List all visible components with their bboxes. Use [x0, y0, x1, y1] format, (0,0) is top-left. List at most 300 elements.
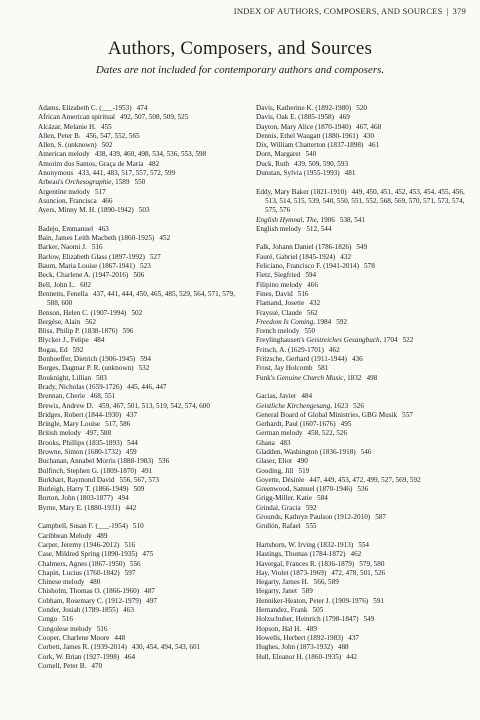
index-entry [38, 569, 238, 578]
entry-pages: 517, 586 [105, 420, 131, 429]
entry-pages: 498 [366, 373, 378, 382]
entry-pages: 554 [358, 540, 369, 549]
index-entry [38, 243, 238, 252]
entry-name: Gacias, Javier [256, 392, 297, 401]
index-entry [256, 457, 466, 466]
index-entry [256, 374, 466, 383]
entry-pages: 459, 467, 501, 513, 519, 542, 574, 600 [98, 401, 210, 410]
entry-pages: 463 [123, 606, 134, 615]
index-entry [256, 123, 466, 132]
entry-pages: 538, 541 [339, 215, 366, 224]
entry-pages: 591 [373, 596, 385, 605]
entry-pages: 516 [91, 243, 103, 252]
index-entry [256, 411, 466, 420]
entry-pages: 433, 441, 483, 517, 557, 572, 599 [78, 169, 176, 178]
entry-name: Bergèse, Alain [38, 317, 81, 326]
index-entry [38, 253, 238, 262]
entry-pages: 484 [93, 336, 105, 345]
index-entry [38, 662, 238, 671]
index-entry [38, 448, 238, 457]
entry-pages: 469 [339, 113, 350, 122]
index-entry [256, 346, 466, 355]
entry-name: American melody [38, 150, 90, 159]
index-entry [38, 141, 238, 150]
index-entry [256, 327, 466, 336]
entry-name: Fines, David [256, 289, 293, 298]
entry-name: Davis, Oak E. (1885-1958) [256, 113, 335, 122]
index-letter-group [256, 541, 466, 662]
entry-name: Ghana [256, 438, 275, 447]
index-entry [256, 141, 466, 150]
entry-name: Argentine melody [38, 187, 90, 196]
entry-pages: 474 [136, 104, 148, 112]
index-entry [256, 476, 466, 485]
entry-pages: 520 [356, 104, 367, 112]
entry-name: Bulfinch, Stephen G. (1809-1870) [38, 466, 137, 475]
entry-pages: 592 [72, 345, 84, 354]
entry-pages: 556 [129, 559, 141, 568]
index-letter-group [256, 188, 466, 234]
entry-name: General Board of Global Ministries, GBG Musik [256, 410, 398, 419]
index-entry [38, 383, 238, 392]
entry-name: Corbett, James R. (1939-2014) [38, 643, 127, 652]
entry-pages: 432 [309, 299, 321, 308]
entry-pages: 461 [368, 141, 380, 150]
index-entry [38, 113, 238, 122]
index-entry [38, 504, 238, 513]
entry-pages: 480 [89, 578, 101, 587]
entry-pages: 447, 449, 453, 472, 499, 527, 569, 592 [309, 475, 421, 484]
index-letter-group [38, 104, 238, 216]
entry-name: African American spiritual [38, 113, 116, 122]
index-entry [256, 494, 466, 503]
index-entry [256, 420, 466, 429]
index-entry [256, 309, 466, 318]
index-entry [38, 225, 238, 234]
entry-name: Congo [38, 615, 58, 624]
entry-name: Ayers, Minny M. H. (1890-1942) [38, 206, 134, 215]
entry-name: Grigg-Miller, Katie [256, 494, 312, 503]
entry-name: Asuncion, Francisca [38, 196, 97, 205]
index-entry [38, 560, 238, 569]
entry-pages: 566, 589 [313, 578, 339, 587]
entry-name: Dix, William Chatterton (1837-1898) [256, 141, 364, 150]
index-entry [256, 113, 466, 122]
index-entry [256, 188, 466, 216]
entry-pages: 455 [100, 122, 112, 131]
entry-pages: 448 [114, 633, 126, 642]
index-entry [38, 494, 238, 503]
entry-name: Bridges, Robert (1844-1930) [38, 410, 122, 419]
entry-pages: 536 [158, 457, 170, 466]
entry-pages: 442 [125, 503, 137, 512]
entry-name: Anonymous [38, 169, 74, 178]
entry-pages: 562 [306, 308, 318, 317]
index-letter-group [256, 392, 466, 531]
entry-name: Fietz, Siegfried [256, 271, 301, 280]
entry-name: Feliciano, Francisco F. (1941-2014) [256, 262, 360, 271]
entry-pages: 540 [305, 150, 317, 159]
entry-pages: 587 [375, 513, 386, 522]
index-entry [256, 625, 466, 634]
entry-name: Goyette, Désirée [256, 475, 305, 484]
entry-pages: 546 [360, 447, 372, 456]
index-entry [38, 178, 238, 187]
entry-name: Benson, Helen C. (1907-1994) [38, 308, 127, 317]
entry-name: Cork, W. Brian (1927-1998) [38, 652, 120, 661]
entry-name: English Hymnal, The, 1906 [256, 215, 335, 224]
entry-name: Hastings, Thomas (1784-1872) [256, 550, 346, 559]
entry-name: Falk, Johann Daniel (1786-1826) [256, 243, 352, 252]
entry-pages: 497 [146, 596, 157, 605]
entry-name: Bliss, Philip P. (1838-1876) [38, 327, 118, 336]
entry-pages: 562 [85, 317, 96, 326]
right-column [256, 104, 466, 671]
index-entry [38, 160, 238, 169]
entry-name: Bonhoeffer, Dietrich (1906-1945) [38, 355, 136, 364]
index-entry [38, 346, 238, 355]
index-entry [38, 150, 238, 159]
index-entry [256, 615, 466, 624]
index-entry [38, 522, 238, 531]
index-entry [256, 402, 466, 411]
index-entry [256, 355, 466, 364]
entry-pages: 488 [337, 643, 349, 652]
index-entry [38, 587, 238, 596]
entry-pages: 505 [312, 606, 324, 615]
index-entry [38, 374, 238, 383]
entry-pages: 581 [317, 364, 329, 373]
entry-name: Dayton, Mary Alice (1870-1940) [256, 122, 352, 131]
index-entry [256, 271, 466, 280]
entry-pages: 594 [140, 355, 151, 364]
entry-pages: 502 [101, 141, 113, 150]
entry-name: British melody [38, 429, 81, 438]
index-entry [38, 271, 238, 280]
entry-pages: 578 [364, 262, 375, 271]
index-entry [38, 392, 238, 401]
index-entry [38, 411, 238, 420]
entry-pages: 487 [144, 587, 155, 596]
entry-pages: 597 [124, 568, 136, 577]
entry-name: German melody [256, 429, 303, 438]
index-entry [38, 197, 238, 206]
entry-pages: 589 [302, 587, 313, 596]
index-entry [256, 448, 466, 457]
index-entry [256, 160, 466, 169]
entry-name: Burton, John (1803-1877) [38, 494, 113, 503]
entry-name: Allen, Peter B. [38, 131, 81, 140]
entry-name: Eddy, Mary Baker (1821-1910) [256, 187, 347, 196]
index-entry [256, 169, 466, 178]
entry-name: Flamand, Josette [256, 299, 305, 308]
entry-name: Hegarty, James H. [256, 578, 309, 587]
index-entry [38, 485, 238, 494]
entry-pages: 437 [126, 410, 138, 419]
index-entry [38, 532, 238, 541]
index-entry [38, 634, 238, 643]
entry-name: Holzschuher, Heinrich (1798-1847) [256, 615, 359, 624]
entry-pages: 459 [125, 447, 137, 456]
page-title: Authors, Composers, and Sources [107, 38, 373, 59]
index-entry [38, 364, 238, 373]
index-letter-group [256, 104, 466, 178]
index-entry [256, 439, 466, 448]
entry-pages: 516 [62, 615, 73, 624]
index-entry [38, 429, 238, 438]
entry-pages: 442 [346, 652, 358, 661]
entry-name: Hernandez, Frank [256, 606, 308, 615]
entry-name: Henniker-Heaton, Peter J. (1909-1976) [256, 596, 369, 605]
index-entry [256, 336, 466, 345]
entry-name: Burkhart, Raymond David [38, 475, 115, 484]
entry-pages: 430 [363, 131, 375, 140]
entry-pages: 510 [132, 522, 144, 531]
entry-pages: 497, 588 [85, 429, 112, 438]
entry-name: Davis, Katherine K. (1892-1980) [256, 104, 352, 112]
entry-pages: 489 [306, 624, 317, 633]
entry-pages: 436 [351, 355, 363, 364]
entry-name: Fauré, Gabriel (1845-1924) [256, 252, 336, 261]
entry-name: Badejo, Emmanuel [38, 224, 94, 233]
entry-name: Hull, Eleanor H. (1860-1935) [256, 652, 342, 661]
entry-pages: 579, 580 [359, 559, 385, 568]
entry-pages: 468, 551 [90, 392, 116, 401]
index-entry [38, 467, 238, 476]
entry-pages: 491 [141, 466, 153, 475]
entry-pages: 517 [94, 187, 106, 196]
entry-pages: 494 [117, 494, 129, 503]
entry-pages: 437 [348, 633, 360, 642]
entry-name: Case, Mildred Spring (1890-1935) [38, 550, 138, 559]
entry-pages: 439, 509, 590, 593 [294, 159, 349, 168]
index-entry [256, 429, 466, 438]
entry-name: Cornell, Peter B. [38, 661, 87, 670]
entry-name: Burleigh, Harry T. (1866-1949) [38, 485, 129, 494]
entry-pages: 584 [317, 494, 328, 503]
entry-pages: 556, 567, 573 [119, 475, 159, 484]
index-entry [256, 504, 466, 513]
entry-name: Gerhardt, Paul (1607-1676) [256, 420, 336, 429]
entry-name: Bain, James Leith Macbeth (1860-1925) [38, 234, 155, 243]
index-entry [38, 290, 238, 309]
entry-pages: 452 [159, 234, 171, 243]
entry-name: Bringle, Mary Louise [38, 420, 101, 429]
entry-pages: 462 [350, 550, 362, 559]
index-entry [256, 560, 466, 569]
index-entry [256, 150, 466, 159]
index-entry [38, 606, 238, 615]
index-entry [256, 485, 466, 494]
entry-name: Chisholm, Thomas O. (1866-1960) [38, 587, 140, 596]
entry-name: Carper, Jeremy (1946-2012) [38, 540, 120, 549]
entry-name: Adams, Elizabeth C. (___-1953) [38, 104, 132, 112]
index-entry [38, 123, 238, 132]
entry-name: Frost, Jay Holcomb [256, 364, 313, 373]
index-letter-group [38, 522, 238, 671]
index-entry [256, 262, 466, 271]
entry-pages: 596 [122, 327, 134, 336]
entry-pages: 467, 468 [356, 122, 382, 131]
entry-name: Chalmers, Agnes (1867-1950) [38, 559, 125, 568]
index-letter-group [256, 243, 466, 382]
entry-name: Barlow, Elizabeth Glass (1897-1992) [38, 252, 145, 261]
entry-name: Congolese melody [38, 624, 92, 633]
entry-pages: 472, 478, 501, 526 [331, 568, 386, 577]
entry-pages: 463 [98, 224, 109, 233]
entry-pages: 583 [96, 373, 107, 382]
index-entry [38, 420, 238, 429]
index-entry [256, 290, 466, 299]
index-entry [38, 615, 238, 624]
entry-pages: 481 [344, 169, 356, 178]
entry-name: Browne, Simon (1680-1732) [38, 447, 121, 456]
entry-name: Greenwood, Samuel (1870-1946) [256, 485, 353, 494]
entry-name: Bouknight, Lillian [38, 373, 92, 382]
entry-pages: 506 [133, 271, 145, 280]
entry-name: Howells, Herbert (1892-1983) [256, 633, 344, 642]
entry-pages: 489 [96, 531, 108, 540]
entry-name: Hughes, John (1873-1932) [256, 643, 333, 652]
index-entry [256, 513, 466, 522]
entry-name: Fritsch, A. (1629-1701) [256, 345, 324, 354]
entry-name: Freylinghausen's Geistreiches Gesangbuch, 1704 [256, 336, 398, 345]
entry-pages: 503 [138, 206, 150, 215]
index-entry [256, 467, 466, 476]
index-entry [256, 364, 466, 373]
index-entry [256, 132, 466, 141]
entry-pages: 536 [357, 485, 369, 494]
running-head [234, 6, 466, 16]
entry-name: Funk's Genuine Church Music, 1832 [256, 373, 362, 382]
entry-pages: 495 [340, 420, 352, 429]
index-entry [256, 318, 466, 327]
index-entry [38, 327, 238, 336]
entry-name: Arbeau's Orchesographie, 1589 [38, 178, 130, 187]
index-entry [38, 234, 238, 243]
entry-pages: 527 [149, 252, 161, 261]
index-entry [38, 402, 238, 411]
index-entry [38, 457, 238, 466]
entry-name: Hay, Violet (1873-1969) [256, 568, 327, 577]
entry-name: French melody [256, 327, 300, 336]
entry-name: Freedom Is Coming, 1984 [256, 317, 332, 326]
index-entry [38, 625, 238, 634]
index-entry [256, 104, 466, 113]
entry-pages: 445, 446, 447 [126, 382, 167, 391]
entry-pages: 466 [307, 280, 318, 289]
entry-name: Filipino melody [256, 280, 303, 289]
entry-name: Dorn, Margaret [256, 150, 301, 159]
entry-name: Brooks, Phillips (1835-1893) [38, 438, 123, 447]
entry-pages: 430, 454, 494, 543, 601 [131, 643, 201, 652]
entry-pages: 592 [336, 317, 347, 326]
index-entry [38, 318, 238, 327]
entry-name: Blycker J., Felipe [38, 336, 89, 345]
page-subtitle: Dates are not included for contemporary authors and composers. [95, 64, 385, 76]
entry-name: Amorim dos Santos, Graça de Maria [38, 159, 144, 168]
index-entry [38, 104, 238, 113]
entry-pages: 449, 450, 451, 452, 453, 454, 455, 456, 513, 514, 515, 539, 540, 550, 551, 552, 568, 569, 570, 571, 573, 574, 575, 576 [265, 187, 465, 215]
entry-pages: 502 [131, 308, 143, 317]
index-entry [38, 355, 238, 364]
entry-name: Campbell, Susan F. (___-1954) [38, 522, 128, 531]
entry-name: Hegarty, Janet [256, 587, 298, 596]
entry-name: Cobham, Rosemary C. (1912-1979) [38, 596, 142, 605]
entry-pages: 550 [134, 178, 146, 187]
entry-pages: 532 [138, 364, 150, 373]
entry-pages: 490 [297, 457, 308, 466]
index-entry [38, 597, 238, 606]
entry-pages: 464 [124, 652, 136, 661]
entry-name: Duck, Ruth [256, 159, 290, 168]
page-number: 379 [452, 6, 466, 16]
index-entry [38, 439, 238, 448]
entry-name: Grindal, Gracia [256, 503, 301, 512]
entry-name: Havergal, Frances R. (1836-1879) [256, 559, 355, 568]
entry-pages: 519 [298, 466, 310, 475]
entry-name: Chapin, Lucius (1760-1842) [38, 568, 120, 577]
entry-name: Dennis, Ethel Waugatt (1880-1961) [256, 131, 359, 140]
index-entry [256, 299, 466, 308]
index-entry [38, 550, 238, 559]
entry-name: Barker, Naomi J. [38, 243, 87, 252]
entry-name: Hopson, Hal H. [256, 624, 302, 633]
index-entry [256, 597, 466, 606]
entry-pages: 550 [304, 327, 316, 336]
index-entry [256, 569, 466, 578]
entry-pages: 458, 522, 526 [307, 429, 348, 438]
entry-pages: 432 [340, 252, 352, 261]
index-entry [38, 281, 238, 290]
entry-pages: 512, 544 [306, 224, 332, 233]
index-entry [256, 253, 466, 262]
entry-pages: 509 [133, 485, 145, 494]
index-entry [256, 634, 466, 643]
entry-pages: 482 [148, 159, 160, 168]
entry-name: Borges, Dagmar P. R. (unknown) [38, 364, 134, 373]
entry-name: Brennan, Cherie [38, 392, 86, 401]
index-entry [256, 606, 466, 615]
entry-name: Alcázar, Melanie H. [38, 122, 96, 131]
entry-name: Baum, Maria Louise (1867-1941) [38, 262, 136, 271]
left-column [38, 104, 238, 680]
entry-pages: 526 [353, 401, 364, 410]
entry-name: Glaser, Eliot [256, 457, 293, 466]
entry-name: Buchanan, Annabel Morris (1888-1983) [38, 457, 154, 466]
entry-pages: 557 [402, 410, 413, 419]
entry-pages: 462 [328, 345, 340, 354]
entry-name: Caribbean Melody [38, 531, 92, 540]
entry-name: Bogas, Ed [38, 345, 68, 354]
entry-pages: 522 [402, 336, 414, 345]
index-entry [256, 541, 466, 550]
entry-name: Brady, Nicholas (1659-1726) [38, 382, 122, 391]
index-entry [256, 243, 466, 252]
entry-pages: 475 [142, 550, 154, 559]
entry-name: Brewis, Andrew D. [38, 401, 94, 410]
entry-pages: 555 [305, 522, 317, 531]
entry-name: Geistliche Kirchengesang, 1623 [256, 401, 349, 410]
entry-pages: 437, 441, 444, 450, 465, 485, 529, 564, 571, 579, 588, 600 [47, 289, 235, 308]
index-entry [38, 653, 238, 662]
entry-name: Allen, S. (unknown) [38, 141, 97, 150]
entry-name: Dunstan, Sylvia (1955-1993) [256, 169, 340, 178]
entry-name: English melody [256, 224, 302, 233]
entry-pages: 544 [127, 438, 138, 447]
index-entry [38, 476, 238, 485]
entry-name: Gooding, Jill [256, 466, 294, 475]
